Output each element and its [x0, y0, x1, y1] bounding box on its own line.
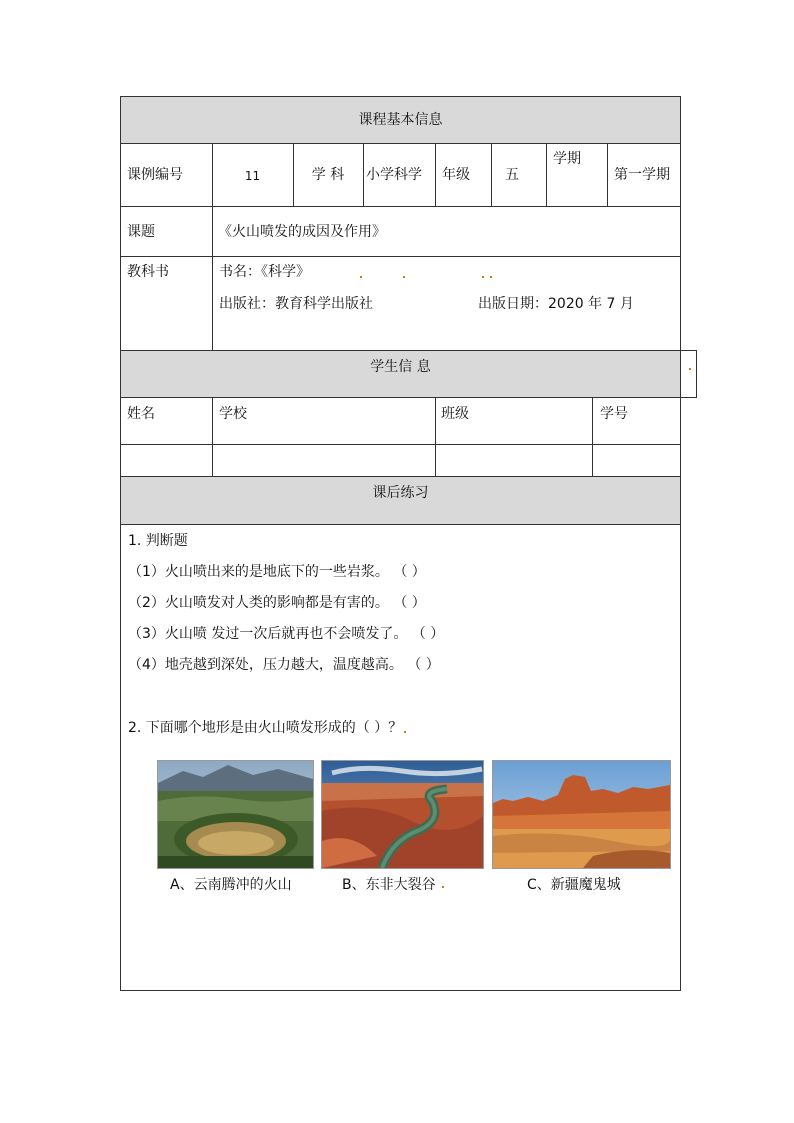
rift-valley-photo	[321, 760, 484, 869]
subject-label: 学 科	[311, 167, 345, 183]
term-value: 第一学期	[614, 167, 670, 183]
q1-item: （3）火山喷 发过一次后就再也不会喷发了。 （ ）	[128, 626, 445, 642]
publisher: 出版社：教育科学出版社	[219, 296, 373, 312]
book-name: 书名：《科学》	[219, 264, 310, 280]
grade-value: 五	[505, 167, 519, 183]
basic-info-header: 课程基本信息	[358, 112, 443, 128]
q1-item: （4）地壳越到深处，压力越大，温度越高。 （ ）	[128, 657, 440, 673]
devil-city-photo	[492, 760, 671, 869]
term-label: 学期	[553, 151, 581, 167]
case-no-label: 课例编号	[127, 167, 183, 183]
option-b-label: B、东非大裂谷	[342, 877, 436, 893]
topic-label: 课题	[127, 224, 155, 240]
id-label: 学号	[600, 406, 628, 422]
school-label: 学校	[219, 406, 247, 422]
textbook-label: 教科书	[127, 264, 169, 280]
student-info-header: 学生信 息	[370, 359, 431, 375]
q2-title: 2. 下面哪个地形是由火山喷发形成的（ ）？	[128, 720, 403, 736]
class-label: 班级	[441, 406, 469, 422]
subject-value: 小学科学	[366, 167, 422, 183]
option-a-label: A、云南腾冲的火山	[170, 877, 292, 893]
topic-value: 《火山喷发的成因及作用》	[218, 224, 386, 240]
q1-item: （1）火山喷出来的是地底下的一些岩浆。 （ ）	[128, 564, 426, 580]
q1-item: （2）火山喷发对人类的影响都是有害的。 （ ）	[128, 595, 426, 611]
q1-title: 1. 判断题	[128, 533, 188, 549]
name-label: 姓名	[127, 406, 155, 422]
case-no-value: 11	[244, 169, 261, 183]
pub-date: 出版日期：2020 年 7 月	[478, 296, 634, 312]
volcano-crater-photo	[157, 760, 314, 869]
grade-label: 年级	[442, 167, 470, 183]
option-c-label: C、新疆魔鬼城	[527, 877, 621, 893]
exercises-header: 课后练习	[372, 485, 429, 501]
